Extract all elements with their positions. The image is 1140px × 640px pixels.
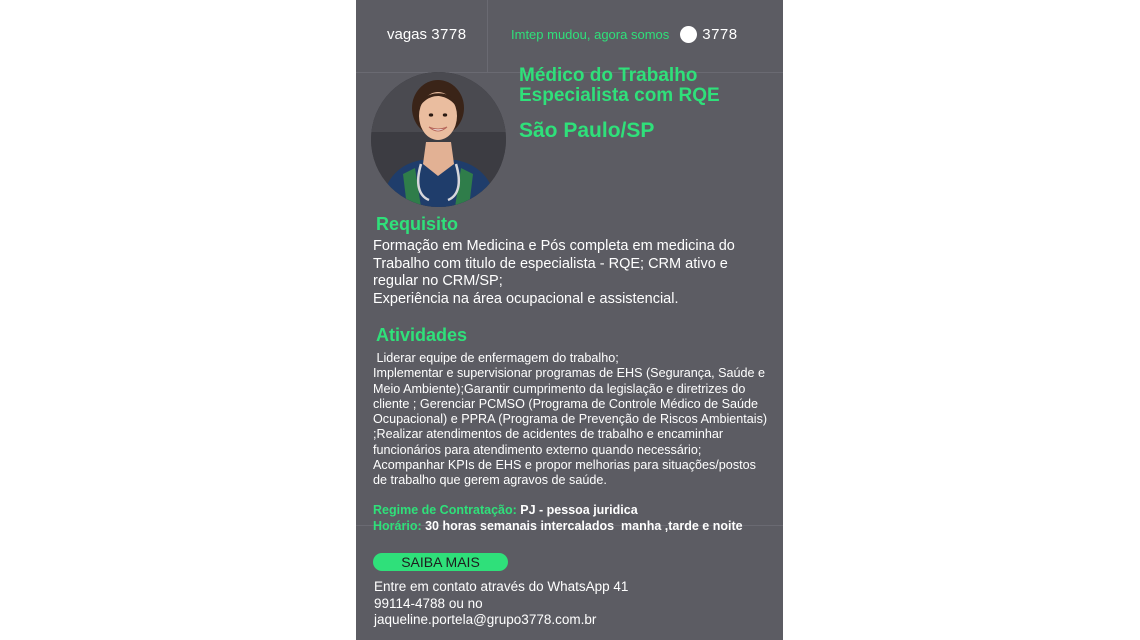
doctor-portrait-icon [371, 72, 506, 207]
atividades-heading: Atividades [376, 325, 468, 345]
brand-logo-number: 3778 [702, 26, 738, 43]
atividades-line: Implementar e supervisionar programas de EHS (Segurança, Saúde e Meio Ambiente);Garantir cumprimento da legislação e diretrizes do cliente ; Gerenciar PCMSO (Programa de Controle Médico de Saúde Ocupacional) e PPRA (Programa de Prevenção de Riscos Ambientais) ;Realizar atendimentos de acidentes de trabalho e encaminhar funcionários para atendimento externo quando necessário; Acompanhar KPIs de EHS e propor melhorias para situações/postos de trabalho que gerem agravos de saúde. [373, 366, 768, 488]
hours-label: Horário: [373, 518, 422, 533]
contract-info [373, 503, 778, 534]
doctor-photo [371, 72, 506, 207]
saiba-mais-button[interactable]: SAIBA MAIS [373, 553, 508, 571]
regime-row [373, 503, 778, 519]
contact-info [374, 579, 674, 629]
job-location: São Paulo/SP [519, 119, 655, 142]
grid-divider [487, 0, 488, 72]
brand-vagas-prefix: vagas [387, 26, 432, 43]
contact-email-link[interactable]: jaqueline.portela@grupo3778.com.br [374, 612, 597, 627]
rebrand-notice-text: Imtep mudou, agora somos [511, 27, 670, 42]
regime-value: PJ - pessoa juridica [516, 503, 638, 517]
job-post-card [356, 0, 783, 640]
requisito-line: Experiência na área ocupacional e assistencial. [373, 290, 679, 307]
hours-value: 30 horas semanais intercalados manha ,tarde e noite [421, 518, 743, 533]
requisito-line: Formação em Medicina e Pós completa em medicina do Trabalho com titulo de especialista - RQE; CRM ativo e regular no CRM/SP; [373, 238, 735, 289]
logo-dot-icon [680, 26, 697, 43]
atividades-text [373, 351, 771, 489]
contact-line: 99114-4788 ou no [374, 595, 483, 611]
brand-vagas [387, 26, 467, 43]
contact-line: Entre em contato através do WhatsApp 41 [374, 579, 629, 594]
atividades-line: Liderar equipe de enfermagem do trabalho; [373, 351, 619, 365]
brand-vagas-number: 3778 [431, 26, 467, 43]
regime-label: Regime de Contratação: [373, 503, 517, 517]
requisito-text [373, 238, 768, 308]
rebrand-notice [511, 26, 738, 43]
requisito-heading: Requisito [376, 214, 459, 234]
hours-row [373, 519, 778, 535]
job-title: Médico do Trabalho Especialista com RQE [519, 65, 720, 106]
